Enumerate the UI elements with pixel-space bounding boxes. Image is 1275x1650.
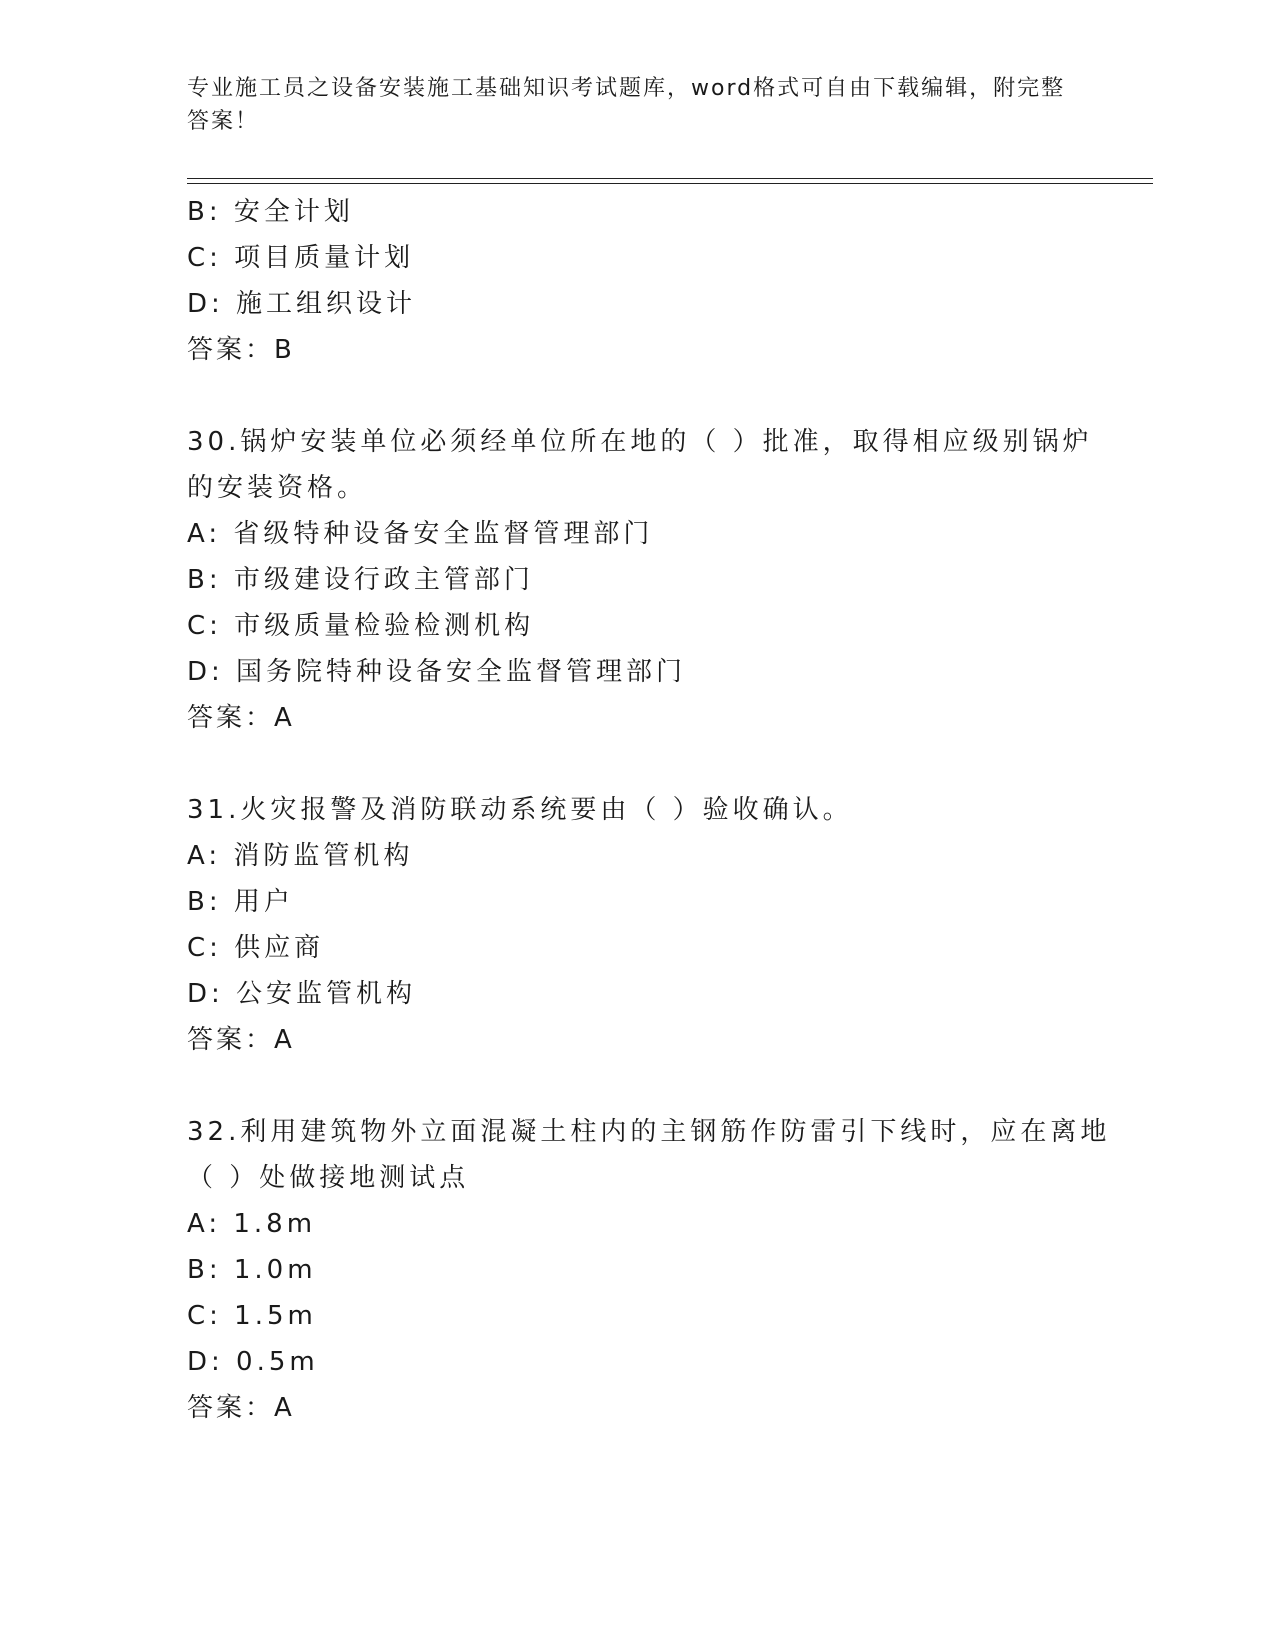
option-d: D: 公安监管机构 bbox=[187, 979, 417, 1009]
option-b: B: 用户 bbox=[187, 887, 294, 917]
option-d: D: 0.5m bbox=[187, 1347, 319, 1377]
option-b: B: 安全计划 bbox=[187, 197, 354, 227]
option-a: A: 1.8m bbox=[187, 1209, 317, 1239]
header-divider-top bbox=[187, 178, 1153, 179]
option-b: B: 市级建设行政主管部门 bbox=[187, 565, 534, 595]
option-a: A: 省级特种设备安全监督管理部门 bbox=[187, 519, 654, 549]
option-c: C: 项目质量计划 bbox=[187, 243, 415, 273]
question-stem: 31.火灾报警及消防联动系统要由（ ）验收确认。 bbox=[187, 795, 853, 825]
question-stem: 32.利用建筑物外立面混凝土柱内的主钢筋作防雷引下线时，应在离地 bbox=[187, 1117, 1111, 1147]
option-c: C: 1.5m bbox=[187, 1301, 317, 1331]
question-32 bbox=[187, 1109, 1111, 1431]
header-divider-bottom bbox=[187, 183, 1153, 184]
question-list bbox=[187, 189, 1111, 1431]
spacer bbox=[187, 1063, 1087, 1109]
question-stem-continued: （ ）处做接地测试点 bbox=[187, 1163, 470, 1193]
question-29-continued bbox=[187, 189, 1087, 373]
answer: 答案：A bbox=[187, 703, 295, 733]
spacer bbox=[187, 741, 1087, 787]
answer: 答案：A bbox=[187, 1393, 295, 1423]
question-stem-continued: 的安装资格。 bbox=[187, 473, 368, 503]
answer: 答案：B bbox=[187, 335, 295, 365]
option-d: D: 施工组织设计 bbox=[187, 289, 417, 319]
option-c: C: 市级质量检验检测机构 bbox=[187, 611, 535, 641]
question-30 bbox=[187, 419, 1093, 741]
option-a: A: 消防监管机构 bbox=[187, 841, 414, 871]
question-31 bbox=[187, 787, 1087, 1063]
option-d: D: 国务院特种设备安全监督管理部门 bbox=[187, 657, 687, 687]
option-b: B: 1.0m bbox=[187, 1255, 317, 1285]
spacer bbox=[187, 373, 1087, 419]
question-stem: 30.锅炉安装单位必须经单位所在地的（ ）批准，取得相应级别锅炉 bbox=[187, 427, 1093, 457]
option-c: C: 供应商 bbox=[187, 933, 325, 963]
answer: 答案：A bbox=[187, 1025, 295, 1055]
document-header: 专业施工员之设备安装施工基础知识考试题库，word格式可自由下载编辑，附完整答案！ bbox=[187, 76, 1066, 134]
